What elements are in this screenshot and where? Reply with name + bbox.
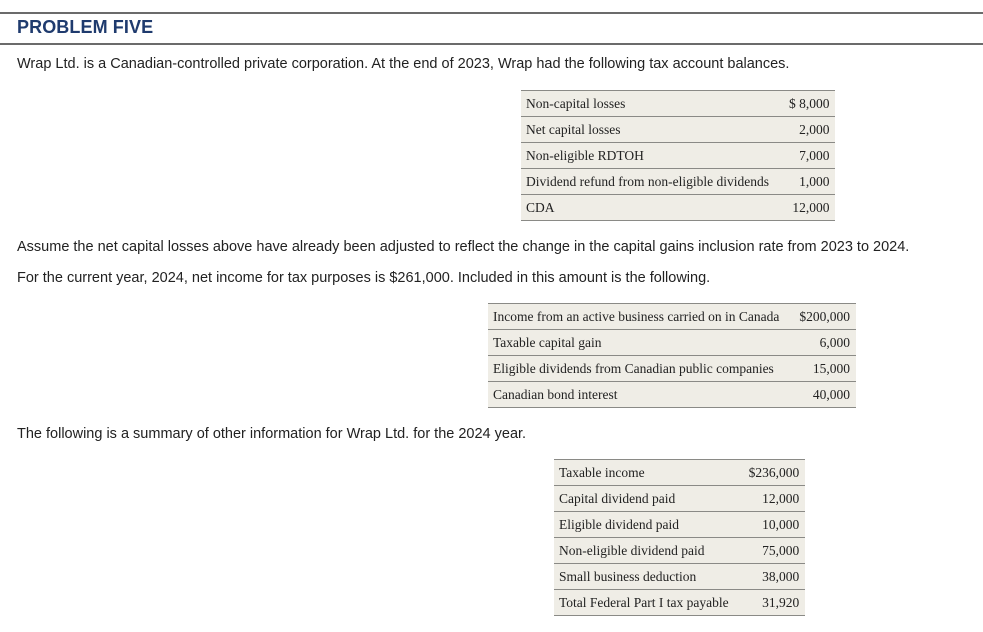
summary-value: 10,000 [735, 512, 806, 538]
summary-intro-paragraph: The following is a summary of other information for Wrap Ltd. for the 2024 year. [17, 426, 527, 442]
summary-label: Total Federal Part I tax payable [554, 590, 735, 616]
income-label: Taxable capital gain [488, 330, 785, 356]
income-label: Income from an active business carried on in Canada [488, 304, 785, 330]
table-row [521, 117, 835, 143]
summary-value: 12,000 [735, 486, 806, 512]
income-value: 6,000 [785, 330, 856, 356]
balance-label: Non-eligible RDTOH [521, 143, 775, 169]
summary-value: 38,000 [735, 564, 806, 590]
summary-value: 31,920 [735, 590, 806, 616]
intro-paragraph: Wrap Ltd. is a Canadian-controlled private corporation. At the end of 2023, Wrap had the following tax account balances. [17, 56, 790, 72]
balance-value: 2,000 [775, 117, 836, 143]
summary-label: Taxable income [554, 460, 735, 486]
balance-value: 7,000 [775, 143, 836, 169]
table-row [554, 512, 805, 538]
balance-value: $ 8,000 [775, 91, 836, 117]
table-row [521, 91, 835, 117]
income-label: Eligible dividends from Canadian public companies [488, 356, 785, 382]
table-row [554, 486, 805, 512]
problem-heading: PROBLEM FIVE [17, 17, 154, 37]
balance-label: Dividend refund from non-eligible dividends [521, 169, 775, 195]
summary-label: Non-eligible dividend paid [554, 538, 735, 564]
balance-label: Net capital losses [521, 117, 775, 143]
assumption-paragraph: Assume the net capital losses above have already been adjusted to reflect the change in the capital gains inclusion rate from 2023 to 2024. [17, 239, 910, 255]
table-row [554, 538, 805, 564]
table-row [521, 169, 835, 195]
income-value: 40,000 [785, 382, 856, 408]
balances-table [521, 90, 835, 221]
income-value: 15,000 [785, 356, 856, 382]
balance-label: CDA [521, 195, 775, 221]
summary-value: $236,000 [735, 460, 806, 486]
summary-label: Capital dividend paid [554, 486, 735, 512]
top-rule [0, 12, 983, 14]
table-row [521, 195, 835, 221]
summary-label: Eligible dividend paid [554, 512, 735, 538]
table-row [554, 564, 805, 590]
summary-value: 75,000 [735, 538, 806, 564]
table-row [554, 590, 805, 616]
summary-table [554, 459, 805, 616]
balance-value: 12,000 [775, 195, 836, 221]
table-row [488, 356, 856, 382]
table-row [488, 304, 856, 330]
table-row [554, 460, 805, 486]
summary-label: Small business deduction [554, 564, 735, 590]
table-row [488, 330, 856, 356]
income-table [488, 303, 856, 408]
table-row [521, 143, 835, 169]
balance-value: 1,000 [775, 169, 836, 195]
income-value: $200,000 [785, 304, 856, 330]
heading-rule [0, 43, 983, 45]
income-label: Canadian bond interest [488, 382, 785, 408]
income-intro-paragraph: For the current year, 2024, net income for tax purposes is $261,000. Included in this amount is the following. [17, 270, 711, 286]
table-row [488, 382, 856, 408]
balance-label: Non-capital losses [521, 91, 775, 117]
